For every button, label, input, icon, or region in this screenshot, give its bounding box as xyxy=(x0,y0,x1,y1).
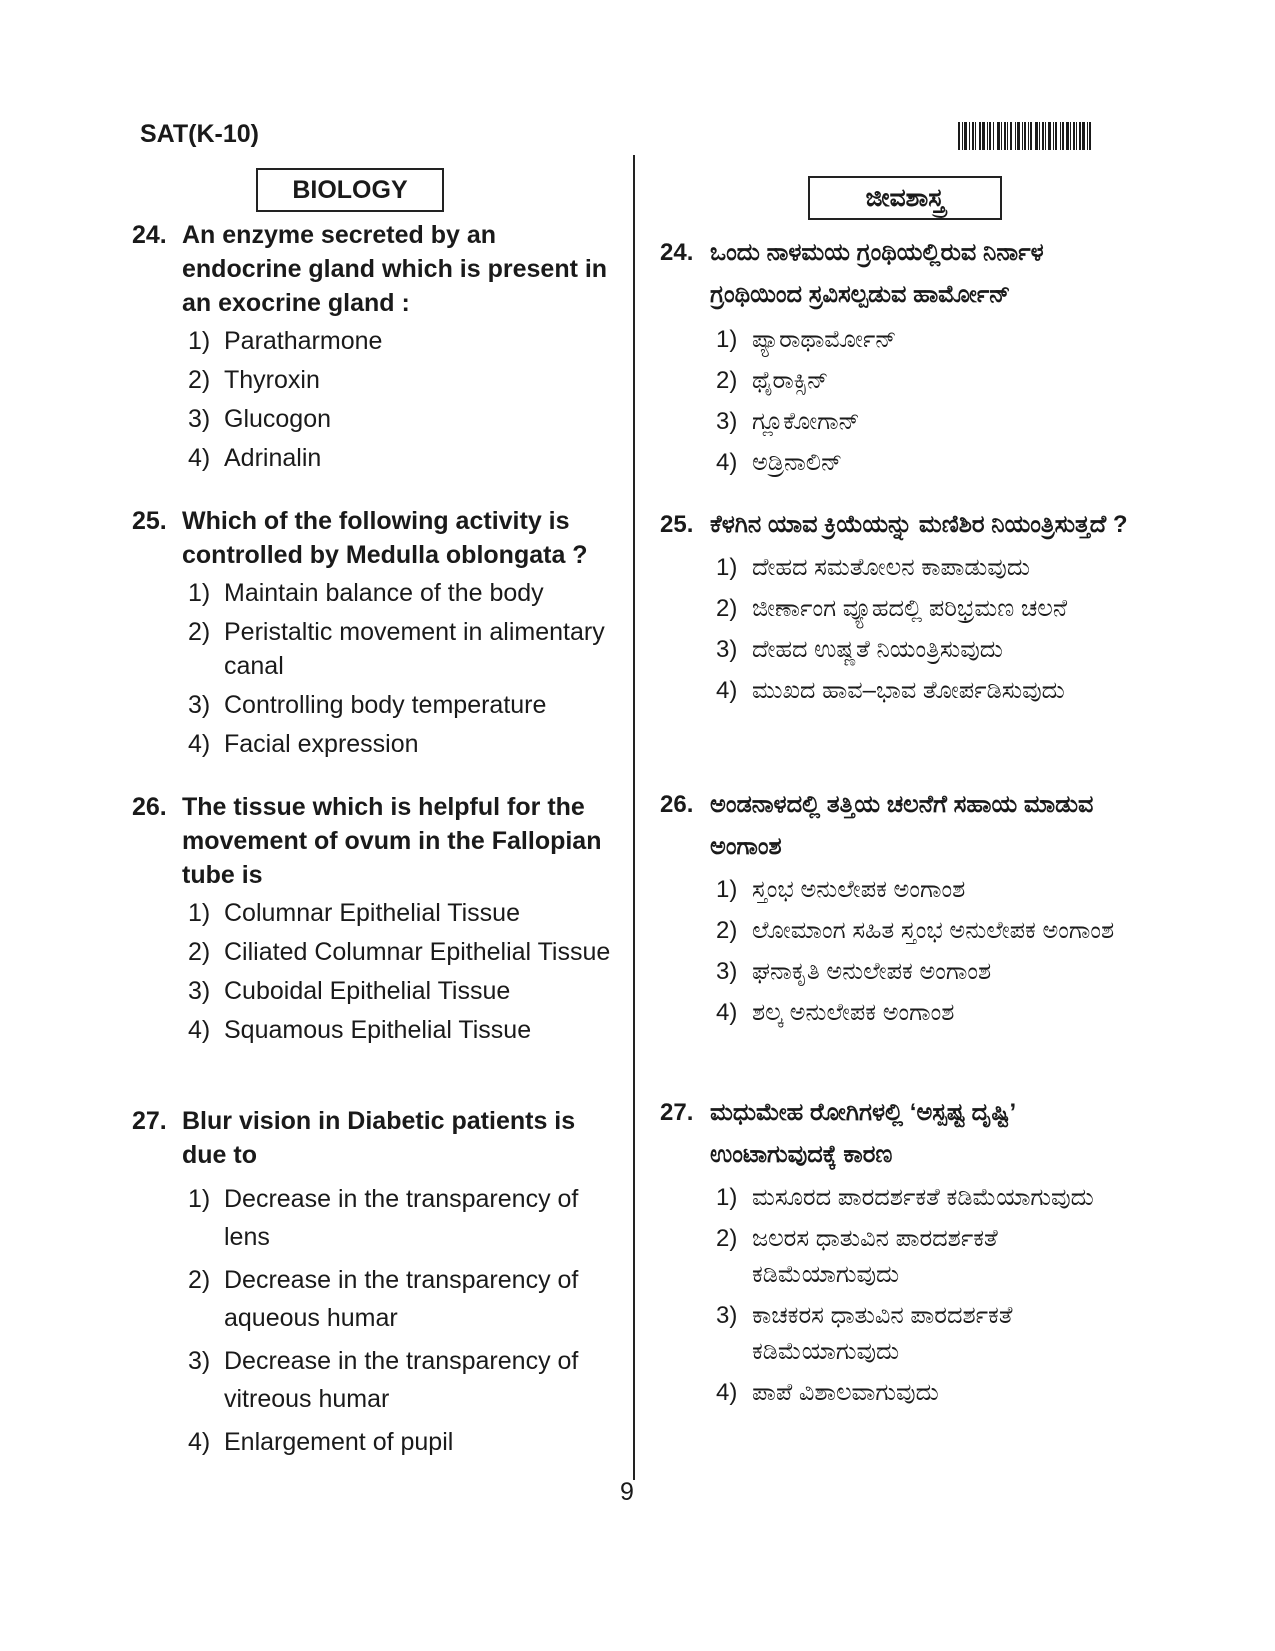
option-text: ಜೀರ್ಣಾಂಗ ವ್ಯೂಹದಲ್ಲಿ ಪರಿಭ್ರಮಣ ಚಲನೆ xyxy=(752,595,1068,622)
question-number: 24. xyxy=(660,239,694,266)
option-number: 4) xyxy=(716,449,738,476)
option-text: Peristaltic movement in alimentary canal xyxy=(224,618,605,680)
option xyxy=(188,896,612,930)
option-number: 1) xyxy=(716,554,738,581)
option-number: 4) xyxy=(716,677,738,704)
option-number: 4) xyxy=(716,1379,738,1406)
option-number: 4) xyxy=(716,999,738,1026)
option xyxy=(716,1298,1135,1370)
option-number: 3) xyxy=(716,636,738,663)
option xyxy=(188,324,612,358)
question-number: 24. xyxy=(132,221,167,249)
question-text: ಮಧುಮೇಹ ರೋಗಿಗಳಲ್ಲಿ ‘ಅಸ್ಪಷ್ಟ ದೃಷ್ಟಿ’ ಉಂಟಾಗುವುದಕ್ಕೆ ಕಾರಣ xyxy=(710,1099,1016,1168)
question-27-en xyxy=(132,1104,612,1466)
option-text: ಶಲ್ಕ ಅನುಲೇಪಕ ಅಂಗಾಂಶ xyxy=(752,999,955,1026)
option-text: ಥೈರಾಕ್ಸಿನ್ xyxy=(752,367,829,394)
question-text: Which of the following activity is controlled by Medulla oblongata ? xyxy=(182,507,588,569)
option-text: ಗ್ಲೂಕೋಗಾನ್ xyxy=(752,408,860,435)
option-text: ಪಾಪೆ ವಿಶಾಲವಾಗುವುದು xyxy=(752,1379,939,1406)
option xyxy=(716,322,1135,358)
option-text: Paratharmone xyxy=(224,327,383,355)
option xyxy=(188,1180,612,1256)
option-number: 2) xyxy=(188,618,211,646)
option-number: 1) xyxy=(188,1185,211,1213)
option-text: ಅಡ್ರಿನಾಲಿನ್ xyxy=(752,449,843,476)
option-text: Squamous Epithelial Tissue xyxy=(224,1016,532,1044)
option xyxy=(716,632,1135,668)
option xyxy=(716,363,1135,399)
option xyxy=(716,913,1135,949)
option-number: 4) xyxy=(188,730,211,758)
option xyxy=(716,404,1135,440)
option-number: 4) xyxy=(188,1428,211,1456)
option-text: Controlling body temperature xyxy=(224,691,547,719)
option xyxy=(716,872,1135,908)
option xyxy=(716,673,1135,709)
option-number: 3) xyxy=(188,1347,211,1375)
option-text: Columnar Epithelial Tissue xyxy=(224,899,520,927)
option-text: Cuboidal Epithelial Tissue xyxy=(224,977,511,1005)
question-24-en xyxy=(132,218,612,480)
subject-title-english: BIOLOGY xyxy=(256,168,444,212)
option-text: Facial expression xyxy=(224,730,419,758)
exam-code: SAT(K-10) xyxy=(140,120,259,148)
option-text: ಘನಾಕೃತಿ ಅನುಲೇಪಕ ಅಂಗಾಂಶ xyxy=(752,958,992,985)
option-text: ಸ್ತಂಭ ಅನುಲೇಪಕ ಅಂಗಾಂಶ xyxy=(752,876,966,903)
option xyxy=(188,1013,612,1047)
option-number: 1) xyxy=(188,899,211,927)
question-number: 27. xyxy=(660,1099,694,1126)
question-text: Blur vision in Diabetic patients is due to xyxy=(182,1107,576,1169)
question-27-kn xyxy=(660,1092,1135,1416)
option xyxy=(188,615,612,683)
option-text: ಕಾಚಕರಸ ಧಾತುವಿನ ಪಾರದರ್ಶಕತೆ ಕಡಿಮೆಯಾಗುವುದು xyxy=(752,1302,1013,1365)
option-text: Glucogon xyxy=(224,405,332,433)
option xyxy=(716,995,1135,1031)
option-number: 2) xyxy=(716,595,738,622)
option-text: Thyroxin xyxy=(224,366,320,394)
option xyxy=(188,363,612,397)
option xyxy=(188,402,612,436)
option xyxy=(188,441,612,475)
option-number: 1) xyxy=(188,579,211,607)
question-text: ಒಂದು ನಾಳಮಯ ಗ್ರಂಥಿಯಲ್ಲಿರುವ ನಿರ್ನಾಳ ಗ್ರಂಥಿಯಿಂದ ಸ್ರವಿಸಲ್ಪಡುವ ಹಾರ್ಮೋನ್ xyxy=(710,239,1044,308)
option-text: ಮಸೂರದ ಪಾರದರ್ಶಕತೆ ಕಡಿಮೆಯಾಗುವುದು xyxy=(752,1184,1094,1211)
option-number: 2) xyxy=(188,1266,211,1294)
option-number: 1) xyxy=(716,1184,738,1211)
question-text: ಅಂಡನಾಳದಲ್ಲಿ ತತ್ತಿಯ ಚಲನೆಗೆ ಸಹಾಯ ಮಾಡುವ ಅಂಗಾಂಶ xyxy=(710,791,1094,860)
option-number: 3) xyxy=(716,408,738,435)
question-26-en xyxy=(132,790,612,1052)
question-24-kn xyxy=(660,232,1135,486)
question-text: The tissue which is helpful for the movement of ovum in the Fallopian tube is xyxy=(182,793,602,889)
option xyxy=(716,445,1135,481)
question-number: 27. xyxy=(132,1107,167,1135)
option-text: Enlargement of pupil xyxy=(224,1428,454,1456)
option-number: 3) xyxy=(716,1302,738,1329)
option-number: 2) xyxy=(716,367,738,394)
option-number: 3) xyxy=(716,958,738,985)
option-number: 1) xyxy=(716,326,738,353)
option xyxy=(188,1423,612,1461)
question-25-kn xyxy=(660,504,1135,714)
option-number: 3) xyxy=(188,405,211,433)
option-text: ಜಲರಸ ಧಾತುವಿನ ಪಾರದರ್ಶಕತೆ ಕಡಿಮೆಯಾಗುವುದು xyxy=(752,1225,998,1288)
option-number: 1) xyxy=(188,327,211,355)
option xyxy=(188,1261,612,1337)
question-text: An enzyme secreted by an endocrine gland which is present in an exocrine gland : xyxy=(182,221,608,317)
option xyxy=(716,550,1135,586)
option-number: 2) xyxy=(188,366,211,394)
option-text: Adrinalin xyxy=(224,444,322,472)
question-number: 25. xyxy=(660,511,694,538)
option-number: 3) xyxy=(188,691,211,719)
option-number: 2) xyxy=(188,938,211,966)
option-number: 3) xyxy=(188,977,211,1005)
option xyxy=(716,1221,1135,1293)
barcode-icon xyxy=(958,122,1132,150)
question-number: 25. xyxy=(132,507,167,535)
option xyxy=(188,688,612,722)
option-text: ದೇಹದ ಸಮತೋಲನ ಕಾಪಾಡುವುದು xyxy=(752,554,1030,581)
option-text: Decrease in the transparency of lens xyxy=(224,1185,579,1251)
option-text: ಮುಖದ ಹಾವ–ಭಾವ ತೋರ್ಪಡಿಸುವುದು xyxy=(752,677,1065,704)
question-26-kn xyxy=(660,784,1135,1036)
option-text: Maintain balance of the body xyxy=(224,579,544,607)
option xyxy=(188,576,612,610)
option xyxy=(188,1342,612,1418)
option-number: 4) xyxy=(188,1016,211,1044)
option-text: Ciliated Columnar Epithelial Tissue xyxy=(224,938,611,966)
column-divider xyxy=(633,155,635,1480)
option xyxy=(716,1180,1135,1216)
option xyxy=(716,954,1135,990)
option-number: 4) xyxy=(188,444,211,472)
option-text: Decrease in the transparency of vitreous humar xyxy=(224,1347,579,1413)
option xyxy=(716,591,1135,627)
option xyxy=(188,935,612,969)
option-number: 2) xyxy=(716,1225,738,1252)
question-number: 26. xyxy=(660,791,694,818)
option-number: 2) xyxy=(716,917,738,944)
question-25-en xyxy=(132,504,612,766)
page-number: 9 xyxy=(620,1478,634,1506)
option xyxy=(188,727,612,761)
option-number: 1) xyxy=(716,876,738,903)
subject-title-kannada: ಜೀವಶಾಸ್ತ್ರ xyxy=(808,176,1002,220)
option-text: ದೇಹದ ಉಷ್ಣತೆ ನಿಯಂತ್ರಿಸುವುದು xyxy=(752,636,1003,663)
option xyxy=(188,974,612,1008)
option xyxy=(716,1375,1135,1411)
option-text: ಲೋಮಾಂಗ ಸಹಿತ ಸ್ತಂಭ ಅನುಲೇಪಕ ಅಂಗಾಂಶ xyxy=(752,917,1115,944)
question-number: 26. xyxy=(132,793,167,821)
question-text: ಕೆಳಗಿನ ಯಾವ ಕ್ರಿಯೆಯನ್ನು ಮಣಿಶಿರ ನಿಯಂತ್ರಿಸುತ್ತದೆ ? xyxy=(710,511,1128,538)
option-text: ಪ್ಯಾರಾಥಾರ್ಮೋನ್ xyxy=(752,326,897,353)
option-text: Decrease in the transparency of aqueous humar xyxy=(224,1266,579,1332)
